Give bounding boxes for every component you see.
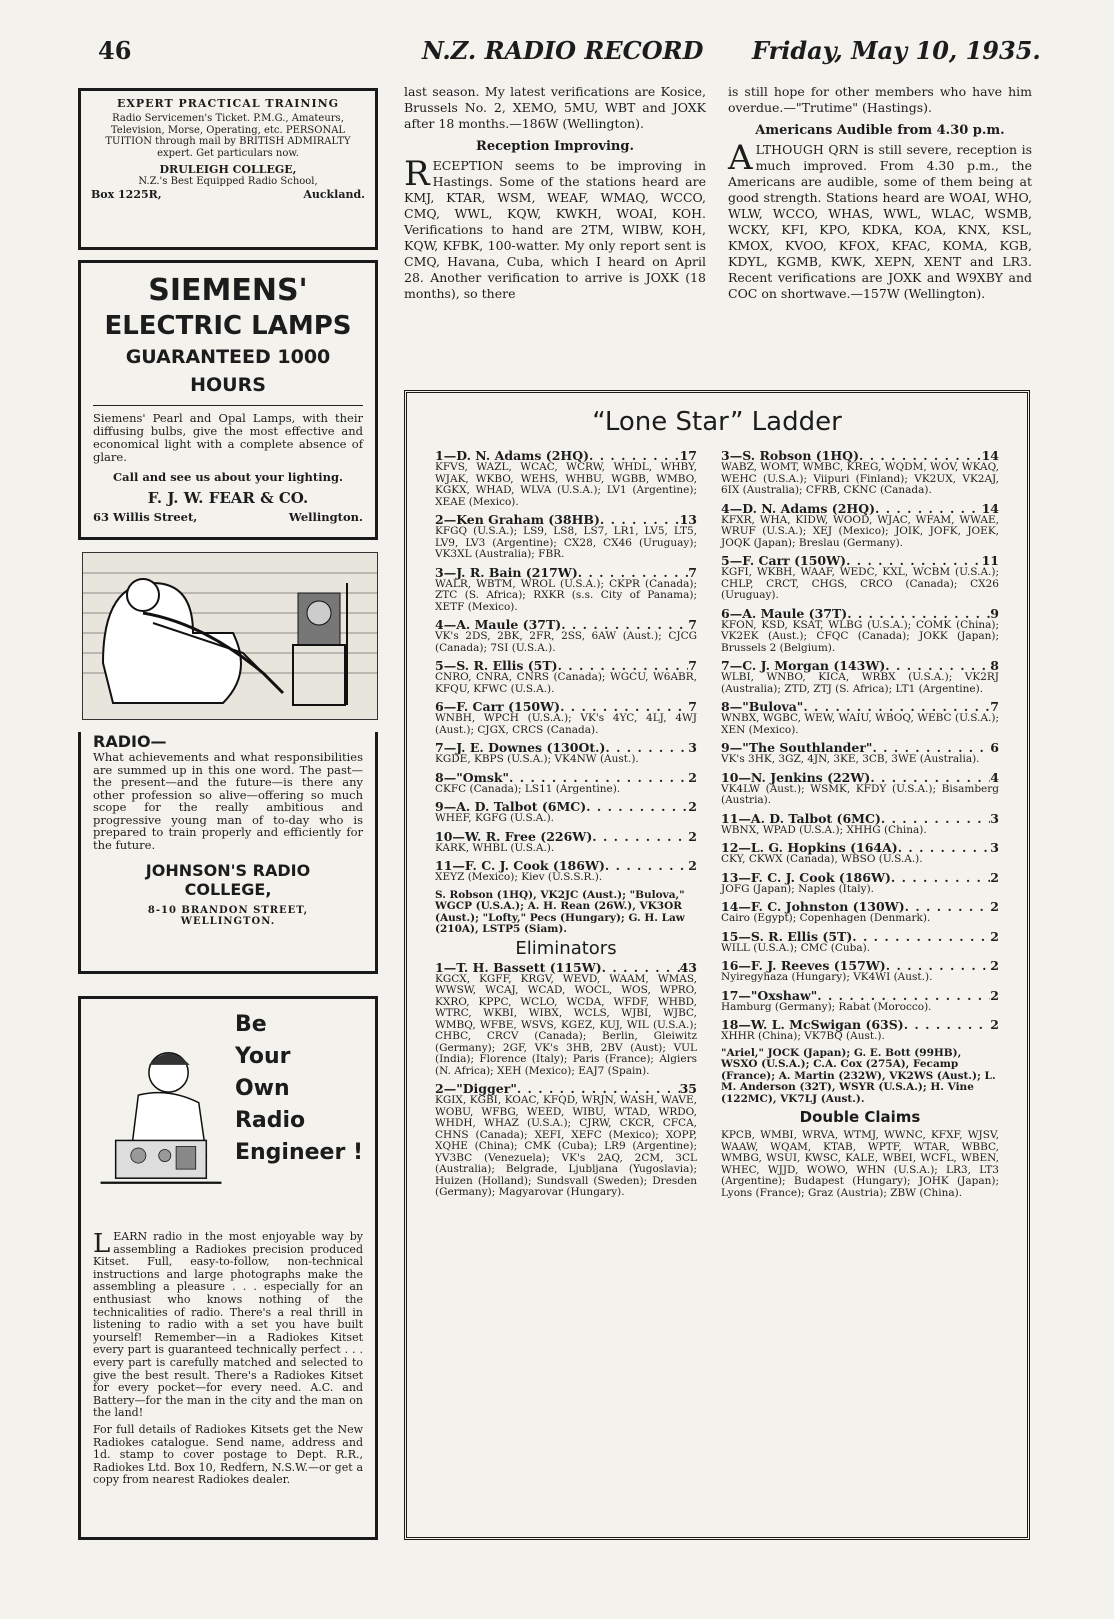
ladder-left-column <box>435 449 697 1204</box>
johnson-college-line1: JOHNSON'S RADIO <box>145 861 311 880</box>
leader-dots <box>509 771 688 784</box>
ladder-entry-header <box>721 502 999 515</box>
ladder-entry <box>721 449 999 497</box>
ladder-entry <box>435 961 697 1078</box>
listener-name: 6—F. Carr (150W) <box>435 699 561 714</box>
leader-dots <box>875 502 982 515</box>
station-list: KARK, WHBL (U.S.A.). <box>435 841 555 854</box>
listener-name: 16—F. J. Reeves (157W) <box>721 958 886 973</box>
radiokes-ad <box>78 996 378 1540</box>
ladder-entry <box>435 859 697 884</box>
listener-name: 7—J. E. Downes (130Ot.) <box>435 740 606 755</box>
station-count: 14 <box>981 500 999 516</box>
leader-dots <box>870 771 990 784</box>
station-list: KFVS, WAZL, WCAC, WCRW, WHDL, WHBY, WJAK, WKBO, WEHS, WHBU, WGBB, WMBO, KGKX, WHAD, WLVA (U.S.A.); LV1 (Argentine); XEAE (Mexico). <box>435 461 697 508</box>
siemens-city: Wellington. <box>288 510 363 524</box>
letter-hastings: ECEPTION seems to be improving in Hastings. Some of the stations heard are KMJ, KTAR, WSM, WEAF, WMAQ, WCCO, CMQ, WWL, KQW, KWKH, WOAI, KOH. Verifications to hand are 2TM, WIBW, KOH, KQW, KFBK, 100-watter. My only report sent is CMQ, Havana, Cuba, which I heard on April 28. Another verification to arrive is JOXK (18 months), so there <box>404 158 706 301</box>
listener-name: 7—C. J. Morgan (143W) <box>721 658 886 673</box>
ladder-title: “Lone Star” Ladder <box>592 407 842 437</box>
ladder-entry <box>721 771 999 807</box>
listener-name: 2—"Digger" <box>435 1081 517 1096</box>
listener-name: 15—S. R. Ellis (5T) <box>721 928 853 944</box>
ladder-entry <box>721 871 999 896</box>
ladder-entry-header <box>435 566 697 579</box>
double-claims-list: KPCB, WMBI, WRVA, WTMJ, WWNC, KFXF, WJSV, WAAW, WQAM, KTAB, WPTF, WTAR, WBBC, WMBG, WSUI, KWSC, KALE, WBEI, WCFL, WBEN, WHEC, WJJD, WOWO, WHN (U.S.A.); LR3, LT3 (Argentine); Budapest (Hungary); JOHK (Japan); Lyons (France); Graz (Austria); ZBW (China). <box>721 1129 999 1199</box>
station-list: KGFI, WKBH, WAAF, WEDC, KXL, WCBM (U.S.A.); CHLP, CRCT, CHGS, CRCO (Canada); CX26 (Uruguay). <box>721 566 999 601</box>
listener-name: 8—"Omsk" <box>435 769 510 785</box>
station-count: 14 <box>981 448 999 463</box>
listener-name: 11—A. D. Talbot (6MC) <box>721 810 881 826</box>
station-count: 2 <box>990 958 999 973</box>
radiokes-body: EARN radio in the most enjoyable way by assembling a Radiokes precision produced Kitset. Full, easy-to-follow, non-technical instructions and large photographs make the assembling a pleasure . . . especially for an enthusiast who knows nothing of the technicalities of radio. There's a real thrill in listening to radio with a set you have built yourself! Remember—in a Radiokes Kitset every part is guaranteed technically perfect . . . every part is carefully matched and selected to give the best result. There's a Radiokes Kitset for every pocket—for every need. A.C. and Battery—for the man in the city and the man on the land! <box>93 1230 363 1420</box>
slogan-own: Own <box>234 1076 290 1101</box>
station-list: WHEF, KGFG (U.S.A.). <box>435 812 555 824</box>
siemens-cta: Call and see us about your lighting. <box>113 470 343 484</box>
station-list: CKY, CKWX (Canada), WBSO (U.S.A.). <box>721 853 923 865</box>
station-count: 8 <box>990 658 999 673</box>
station-list: KGCX, KGFF, KRGV, WEVD, WAAM, WMAS, WWSW, WCAJ, WCAD, WOCL, WOS, WPRO, KXRO, KPPC, WCLO, WCDA, WFDF, WHBD, WTRC, WKBI, WIBX, WCLS, WJBI, WJBC, WMBQ, WFBE, WSVS, KGEZ, KUJ, WIL (U.S.A.); CHBC, CRCV (Canada); Berlin, Gleiwitz (Germany); 2GF, VK's 3HB, 2BV (Aust); VUL (India); Florence (Italy); Paris (France); Algiers (N. Africa); XEH (Mexico); EAJ7 (Spain). <box>435 972 697 1077</box>
listener-name: 13—F. C. J. Cook (186W) <box>721 869 891 885</box>
letter-157w: LTHOUGH QRN is still severe, reception is much improved. From 4.30 p.m., the Americans are audible, some of them being at good strength. Stations heard are WOAI, WHO, WLW, WCCO, WHAS, WWL, WLAC, WSMB, WCKY, KFI, KPO, KDKA, KOA, KNX, KSL, KMOX, KVOO, KFOX, KFAC, KOMA, KGB, KDYL, KGMB, KWK, XEPN, XENT and LR3. Recent verifications are JOXK and W9XBY and COC on shortwave.—157W (Wellington). <box>728 142 1032 301</box>
ladder-entry <box>721 930 999 955</box>
listener-name: 10—N. Jenkins (22W) <box>721 769 871 785</box>
armchair-listener-drawing <box>83 553 377 719</box>
ladder-entry-header <box>721 871 999 884</box>
ladder-entry <box>721 607 999 655</box>
listener-name: 1—T. H. Bassett (115W) <box>435 959 602 975</box>
ladder-entry <box>435 800 697 825</box>
station-count: 2 <box>990 869 999 885</box>
listener-name: 1—D. N. Adams (2HQ) <box>435 448 590 463</box>
ladder-entry <box>435 700 697 736</box>
ladder-entry <box>721 502 999 550</box>
druleigh-college-ad <box>78 88 378 250</box>
station-list: JOFG (Japan); Naples (Italy). <box>721 882 875 895</box>
station-list: WILL (U.S.A.); CMC (Cuba). <box>721 941 871 954</box>
lone-star-ladder-box <box>404 390 1030 1540</box>
college-city: Auckland. <box>303 187 365 201</box>
leader-dots <box>602 961 680 974</box>
station-count: 7 <box>688 658 697 673</box>
station-count: 17 <box>679 448 697 463</box>
ladder-entry-header <box>721 930 999 943</box>
station-count: 13 <box>679 512 697 527</box>
issue-date: Friday, May 10, 1935. <box>752 36 1041 65</box>
station-count: 7 <box>990 699 999 714</box>
ladder-entry-header <box>721 771 999 784</box>
station-list: WABZ, WOMT, WMBC, KREG, WQDM, WOV, WKAQ, WEHC (U.S.A.); Viipuri (Finland); VK2UX, VK2AJ, 6IX (Australia); CFRB, CKNC (Canada). <box>721 461 999 496</box>
letters-column-1 <box>404 84 706 302</box>
leader-dots <box>592 830 688 843</box>
letter-trutime: is still hope for other members who have him overdue.—"Trutime" (Hastings). <box>728 84 1032 115</box>
ladder-entry-header <box>721 812 999 825</box>
ladder-entry <box>721 700 999 736</box>
station-list: WNBH, WPCH (U.S.A.); VK's 4YC, 4LJ, 4WJ (Aust.); CJGX, CRCS (Canada). <box>435 712 697 736</box>
station-list: VK's 3HK, 3GZ, 4JN, 3KE, 3CB, 3WE (Australia). <box>721 753 980 765</box>
siemens-street: 63 Willis Street, <box>93 510 198 524</box>
although-dropcap: A <box>728 138 753 178</box>
ladder-entry <box>435 1082 697 1199</box>
station-count: 2 <box>688 769 697 785</box>
johnsons-radio-college-ad <box>78 732 378 974</box>
ladder-entry <box>435 659 697 695</box>
listener-name: 12—L. G. Hopkins (164A) <box>721 840 898 855</box>
listener-name: 5—F. Carr (150W) <box>721 553 847 568</box>
station-list: KGIX, KGBI, KOAC, KFQD, WRJN, WASH, WAVE, WOBU, WFBG, WEED, WIBU, WTAD, WRDO, WHDH, WHAZ (U.S.A.); CJRW, CKCR, CFCA, CHNS (Canada); XEFI, XEFC (Mexico); XOPP, XQHE (China); CMK (Cuba); LR9 (Argentine); YV3BC (Venezuela); VK's 2AQ, 2CM, 3CL (Australia); Belgrade, Ljubljana (Yugoslavia); Huizen (Holland); Sundsvall (Sweden); Dresden (Germany); Magyarovar (Hungary). <box>435 1094 697 1198</box>
station-list: XEYZ (Mexico); Kiev (U.S.S.R.). <box>435 871 603 883</box>
leader-dots <box>891 871 990 884</box>
ad-heading: EXPERT PRACTICAL TRAINING <box>116 97 340 110</box>
siemens-lamps-ad <box>78 260 378 540</box>
radiokes-dropcap: L <box>93 1229 111 1259</box>
ladder-entry-header <box>435 830 697 843</box>
station-count: 3 <box>990 810 999 826</box>
siemens-company: F. J. W. FEAR & CO. <box>147 489 309 507</box>
station-count: 11 <box>981 553 999 568</box>
station-list: Hamburg (Germany); Rabat (Morocco). <box>721 1000 932 1013</box>
ladder-entry <box>721 989 999 1014</box>
station-count: 7 <box>688 564 697 580</box>
reception-dropcap: R <box>404 154 430 194</box>
listener-name: 3—J. R. Bain (217W) <box>435 564 578 580</box>
listener-name: 11—F. C. J. Cook (186W) <box>435 858 605 873</box>
slogan-your: Your <box>234 1044 291 1069</box>
ladder-right-column <box>721 449 999 1204</box>
leader-dots <box>817 989 990 1002</box>
station-count: 2 <box>990 987 999 1003</box>
ladder-entry <box>721 659 999 695</box>
station-list: KFXR, WHA, KIDW, WOOD, WJAC, WFAM, WWAE, WRUF (U.S.A.); XEJ (Mexico); JOIK, JOFK, JOEK, JOQK (Japan); Breslau (Germany). <box>721 513 999 549</box>
leader-dots <box>881 812 990 825</box>
ladder-entry-header <box>721 989 999 1002</box>
listener-name: 10—W. R. Free (226W) <box>435 828 593 844</box>
listener-name: 9—A. D. Talbot (6MC) <box>435 799 587 814</box>
station-count: 2 <box>688 858 697 873</box>
radiokes-contact: For full details of Radiokes Kitsets get the New Radiokes catalogue. Send name, address and 1d. stamp to cover postage to Dept. R.R., Radiokes Ltd. Box 10, Redfern, N.S.W.—or get a copy from nearest Radiokes dealer. <box>93 1422 363 1487</box>
johnson-address1: 8-10 BRANDON STREET, <box>147 905 309 916</box>
station-count: 3 <box>688 740 697 755</box>
college-box: Box 1225R, <box>91 187 162 201</box>
station-list: CNRO, CNRA, CNRS (Canada); WGCU, W6ABR, KFQU, KFWC (U.S.A.). <box>435 671 697 695</box>
listener-name: 6—A. Maule (37T) <box>721 605 848 621</box>
listener-name: 5—S. R. Ellis (5T) <box>435 658 558 673</box>
listener-name: 4—A. Maule (37T) <box>435 617 562 632</box>
ladder-entry <box>721 741 999 766</box>
station-list: WALR, WBTM, WROL (U.S.A.); CKPR (Canada); ZTC (S. Africa); RXKR (s.s. City of Panama); XETF (Mexico). <box>435 577 697 613</box>
station-count: 7 <box>688 699 697 714</box>
leader-dots <box>578 566 689 579</box>
ladder-entry-header <box>721 607 999 620</box>
double-claims-title: Double Claims <box>799 1108 921 1126</box>
listener-name: 2—Ken Graham (38HB) <box>435 512 600 527</box>
slogan-be: Be <box>234 1012 267 1037</box>
listener-name: 17—"Oxshaw" <box>721 987 818 1003</box>
station-count: 3 <box>990 840 999 855</box>
slogan-engineer: Engineer ! <box>234 1140 363 1165</box>
college-tagline: N.Z.'s Best Equipped Radio School, <box>138 176 318 187</box>
ladder-entry <box>435 513 697 561</box>
ladder-right-footnote: "Ariel," JOCK (Japan); G. E. Bott (99HB), WSXO (U.S.A.); C.A. Cox (275A), Fecamp (France); A. Martin (232W), VK2WS (Aust.); L. M. Anderson (32T), WSYR (U.S.A.); H. Vine (122MC), VK7LJ (Aust.). <box>721 1046 996 1105</box>
letters-column-2 <box>728 84 1032 302</box>
college-name: DRULEIGH COLLEGE, <box>159 163 297 176</box>
listener-name: 8—"Bulova" <box>721 699 804 714</box>
station-list: XHHR (China); VK7BQ (Aust.). <box>721 1030 885 1042</box>
ad-body: Radio Servicemen's Ticket. P.M.G., Amateurs, Television, Morse, Operating, etc. PERSONAL TUITION through mail by BRITISH ADMIRALTY expert. Get particulars now. <box>105 113 351 159</box>
station-list: CKFC (Canada); LS11 (Argentine). <box>435 782 621 795</box>
listener-name: 3—S. Robson (1HQ) <box>721 448 859 463</box>
siemens-guarantee: GUARANTEED 1000 HOURS <box>125 346 331 396</box>
ladder-entry-header <box>435 961 697 974</box>
ladder-entry <box>721 959 999 984</box>
ladder-entry <box>435 771 697 796</box>
ladder-entry-header <box>435 771 697 784</box>
listener-name: 18—W. L. McSwigan (63S) <box>721 1017 904 1032</box>
leader-dots <box>904 1018 991 1031</box>
leader-dots <box>847 607 990 620</box>
eliminators-title: Eliminators <box>515 937 617 959</box>
station-count: 2 <box>688 799 697 814</box>
publication-title: N.Z. RADIO RECORD <box>422 36 704 65</box>
station-count: 9 <box>990 605 999 621</box>
station-count: 4 <box>990 769 999 785</box>
ladder-entry <box>721 841 999 866</box>
johnson-heading: RADIO— <box>93 732 167 751</box>
listener-name: 14—F. C. Johnston (130W) <box>721 899 905 914</box>
americans-audible-heading: Americans Audible from 4.30 p.m. <box>755 123 1005 138</box>
radio-engineer-drawing <box>93 1009 229 1219</box>
station-count: 2 <box>990 928 999 944</box>
page-number: 46 <box>98 36 132 65</box>
ladder-entry <box>721 554 999 602</box>
listener-illustration <box>82 552 378 720</box>
ladder-entry <box>435 830 697 855</box>
station-list: KFON, KSD, KSAT, WLBG (U.S.A.); COMK (China); VK2EK (Aust.); CFQC (Canada); JOKK (Japan); Brussels 2 (Belgium). <box>721 618 999 654</box>
ladder-entry <box>435 566 697 614</box>
station-list: VK's 2DS, 2BK, 2FR, 2SS, 6AW (Aust.); CJCG (Canada); 7SI (U.S.A.). <box>435 630 697 654</box>
listener-name: 4—D. N. Adams (2HQ) <box>721 500 876 516</box>
slogan-radio: Radio <box>234 1108 306 1133</box>
station-list: KGDE, KBPS (U.S.A.); VK4NW (Aust.). <box>435 753 639 765</box>
station-count: 35 <box>679 1081 697 1096</box>
letter-186w: last season. My latest verifications are Kosice, Brussels No. 2, XEMO, 5MU, WBT and JOXK after 18 months.—186W (Wellington). <box>404 84 706 131</box>
johnson-college-line2: COLLEGE, <box>184 880 272 899</box>
station-list: WLBI, WNBO, KICA, WRBX (U.S.A.); VK2RJ (Australia); ZTD, ZTJ (S. Africa); LT1 (Argentine). <box>721 671 999 695</box>
ladder-entry <box>435 618 697 654</box>
johnson-address2: WELLINGTON. <box>180 916 276 927</box>
ladder-entry <box>721 900 999 925</box>
siemens-product: ELECTRIC LAMPS <box>104 311 352 341</box>
station-list: Nyiregyhaza (Hungary); VK4WI (Aust.). <box>721 971 933 983</box>
station-list: Cairo (Egypt); Copenhagen (Denmark). <box>721 912 931 924</box>
station-list: VK4LW (Aust.); WSMK, KFDY (U.S.A.); Bisamberg (Austria). <box>721 782 999 806</box>
ladder-entry <box>435 449 697 508</box>
station-count: 43 <box>679 959 697 975</box>
station-count: 7 <box>688 617 697 632</box>
station-count: 2 <box>990 899 999 914</box>
siemens-body: Siemens' Pearl and Opal Lamps, with their diffusing bulbs, give the most effective and economical light with a complete absence of glare. <box>93 411 363 464</box>
johnson-body: What achievements and what responsibilities are summed up in this one word. The past—the present—and the future—is there any other profession so alive—offering so much scope for the really ambitious and progressive young man of to-day who is prepared to train properly and efficiently for the future. <box>93 750 363 852</box>
ladder-entry <box>435 741 697 766</box>
station-count: 6 <box>990 740 999 755</box>
station-count: 2 <box>688 828 697 844</box>
station-list: WBNX, WPAD (U.S.A.); XHHG (China). <box>721 823 927 836</box>
siemens-brand: SIEMENS' <box>148 273 308 308</box>
leader-dots <box>852 930 990 943</box>
ladder-left-footnote: S. Robson (1HQ), VK2JC (Aust.); "Bulova," WGCP (U.S.A.); A. H. Rean (26W.), VK3OR (Aust.); "Lofty," Pecs (Hungary); G. H. Law (210A), LSTP5 (Siam). <box>435 888 685 935</box>
leader-dots <box>586 800 688 813</box>
station-count: 2 <box>990 1017 999 1032</box>
ladder-entry <box>721 812 999 837</box>
reception-improving-heading: Reception Improving. <box>476 139 634 154</box>
ladder-entry <box>721 1018 999 1043</box>
station-list: KFGQ (U.S.A.); LS9, LS8, LS7, LR1, LV5, LT5, LV9, LV3 (Argentine); CX28, CX46 (Uruguay); VK3XL (Australia); FBR. <box>435 525 697 560</box>
leader-dots <box>605 859 688 872</box>
listener-name: 9—"The Southlander" <box>721 740 873 755</box>
station-list: WNBX, WGBC, WEW, WAIU, WBOQ, WEBC (U.S.A.); XEN (Mexico). <box>721 712 999 736</box>
